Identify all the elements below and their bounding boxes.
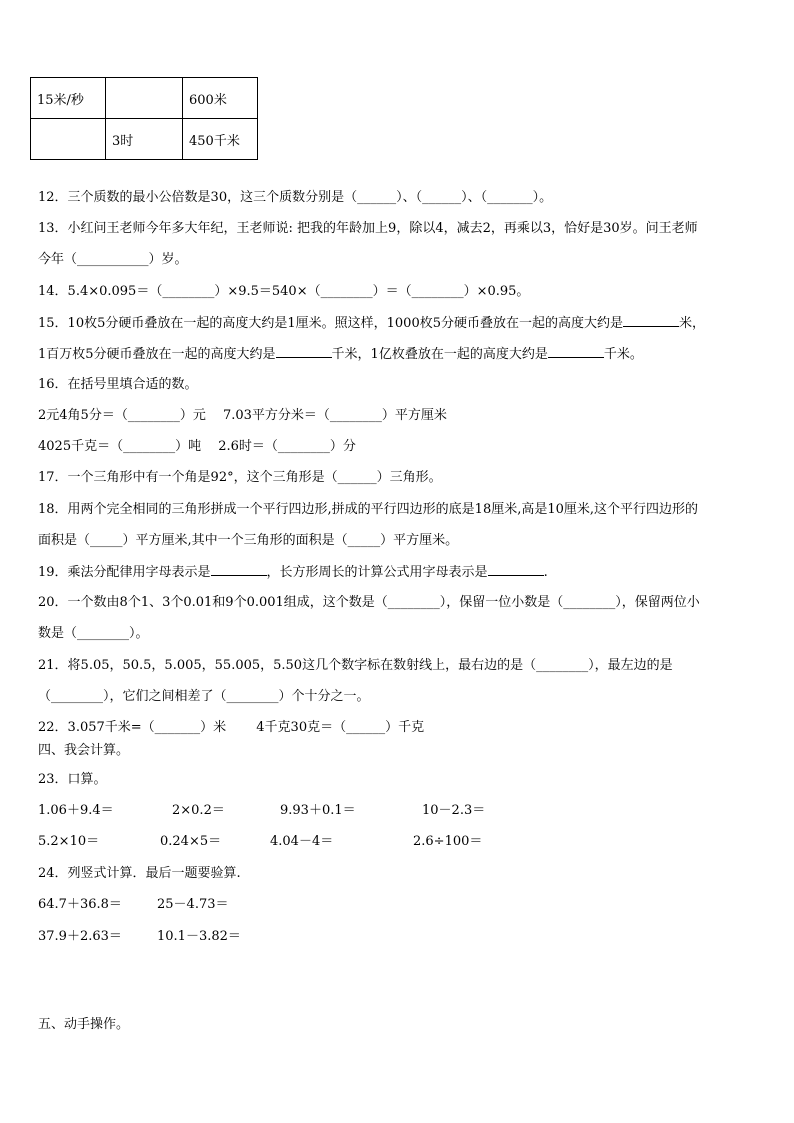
question-15-text-a: 15．10枚5分硬币叠放在一起的高度大约是1厘米。照这样，1000枚5分硬币叠放在一起的高度大约是: [38, 316, 623, 331]
table-row: [31, 78, 258, 119]
question-20-line-2: 数是（________）。: [38, 626, 149, 641]
question-15-line-1: [38, 315, 705, 332]
question-15-line-2: [38, 346, 643, 363]
question-15-text-e: 千米。: [603, 347, 643, 362]
question-19: [38, 564, 548, 581]
oral-calc-item: 10－2.3＝: [422, 803, 486, 818]
table-cell: 15米/秒: [31, 78, 106, 119]
vertical-calc-item: 37.9＋2.63＝: [38, 929, 122, 944]
oral-calc-item: 2.6÷100＝: [413, 834, 483, 849]
question-16-part-a: 2元4角5分＝（________）元 7.03平方分米＝（________）平方厘米: [38, 408, 447, 423]
question-17: 17．一个三角形中有一个角是92°，这个三角形是（______）三角形。: [38, 470, 442, 485]
question-18-line-1: 18．用两个完全相同的三角形拼成一个平行四边形,拼成的平行四边形的底是18厘米,高是10厘米,这个平行四边形的: [38, 502, 699, 517]
vertical-calc-item: 64.7＋36.8＝: [38, 897, 122, 912]
table-row: [31, 119, 258, 160]
speed-time-distance-table: [30, 77, 258, 160]
oral-calc-item: 1.06＋9.4＝: [38, 803, 114, 818]
oral-calc-item: 4.04－4＝: [270, 834, 334, 849]
question-14: 14．5.4×0.095＝（________）×9.5＝540×（________）＝（________）×0.95。: [38, 284, 530, 299]
question-13-line-1: 13．小红问王老师今年多大年纪，王老师说: 把我的年龄加上9，除以4，减去2，再乘以3，恰好是30岁。问王老师: [38, 221, 698, 236]
table-cell: [31, 119, 106, 160]
table-cell: 3时: [106, 119, 183, 160]
question-13-line-2: 今年（___________）岁。: [38, 252, 188, 267]
vertical-calc-item: 10.1－3.82＝: [157, 929, 241, 944]
question-16-part-b: 4025千克＝（________）吨 2.6时＝（________）分: [38, 439, 356, 454]
question-21-line-2: （________），它们之间相差了（________）个十分之一。: [38, 689, 370, 704]
answer-blank: [488, 564, 544, 576]
question-15-text-d: 千米，1亿枚叠放在一起的高度大约是: [331, 347, 548, 362]
section-4-heading: 四、我会计算。: [38, 743, 130, 758]
question-15-text-b: 米，: [678, 316, 705, 331]
question-12: 12．三个质数的最小公倍数是30，这三个质数分别是（______）、（______）、（_______）。: [38, 190, 553, 205]
table-cell: 450千米: [183, 119, 258, 160]
question-15-text-c: 1百万枚5分硬币叠放在一起的高度大约是: [38, 347, 276, 362]
answer-blank: [211, 564, 267, 576]
question-19-text-c: .: [543, 565, 548, 580]
question-19-text-a: 19．乘法分配律用字母表示是: [38, 565, 211, 580]
question-24: 24．列竖式计算．最后一题要验算.: [38, 866, 241, 881]
vertical-calc-item: 25－4.73＝: [157, 897, 229, 912]
question-23: 23．口算。: [38, 772, 107, 787]
question-20-line-1: 20．一个数由8个1、3个0.01和9个0.001组成，这个数是（________），保留一位小数是（________），保留两位小: [38, 595, 700, 610]
oral-calc-item: 0.24×5＝: [160, 834, 222, 849]
table-cell: 600米: [183, 78, 258, 119]
oral-calc-item: 9.93＋0.1＝: [280, 803, 356, 818]
section-5-heading: 五、动手操作。: [38, 1017, 130, 1032]
table-cell: [106, 78, 183, 119]
answer-blank: [623, 315, 679, 327]
question-22: 22．3.057千米=（_______）米 4千克30克＝（______）千克: [38, 720, 425, 735]
answer-blank: [548, 346, 604, 358]
question-19-text-b: ，长方形周长的计算公式用字母表示是: [266, 565, 488, 580]
answer-blank: [276, 346, 332, 358]
question-18-line-2: 面积是（_____）平方厘米,其中一个三角形的面积是（_____）平方厘米。: [38, 533, 459, 548]
question-21-line-1: 21．将5.05，50.5，5.005，55.005，5.50这几个数字标在数射线上，最右边的是（________），最左边的是: [38, 658, 673, 673]
oral-calc-item: 2×0.2＝: [172, 803, 225, 818]
oral-calc-item: 5.2×10＝: [38, 834, 100, 849]
question-16: 16．在括号里填合适的数。: [38, 377, 198, 392]
